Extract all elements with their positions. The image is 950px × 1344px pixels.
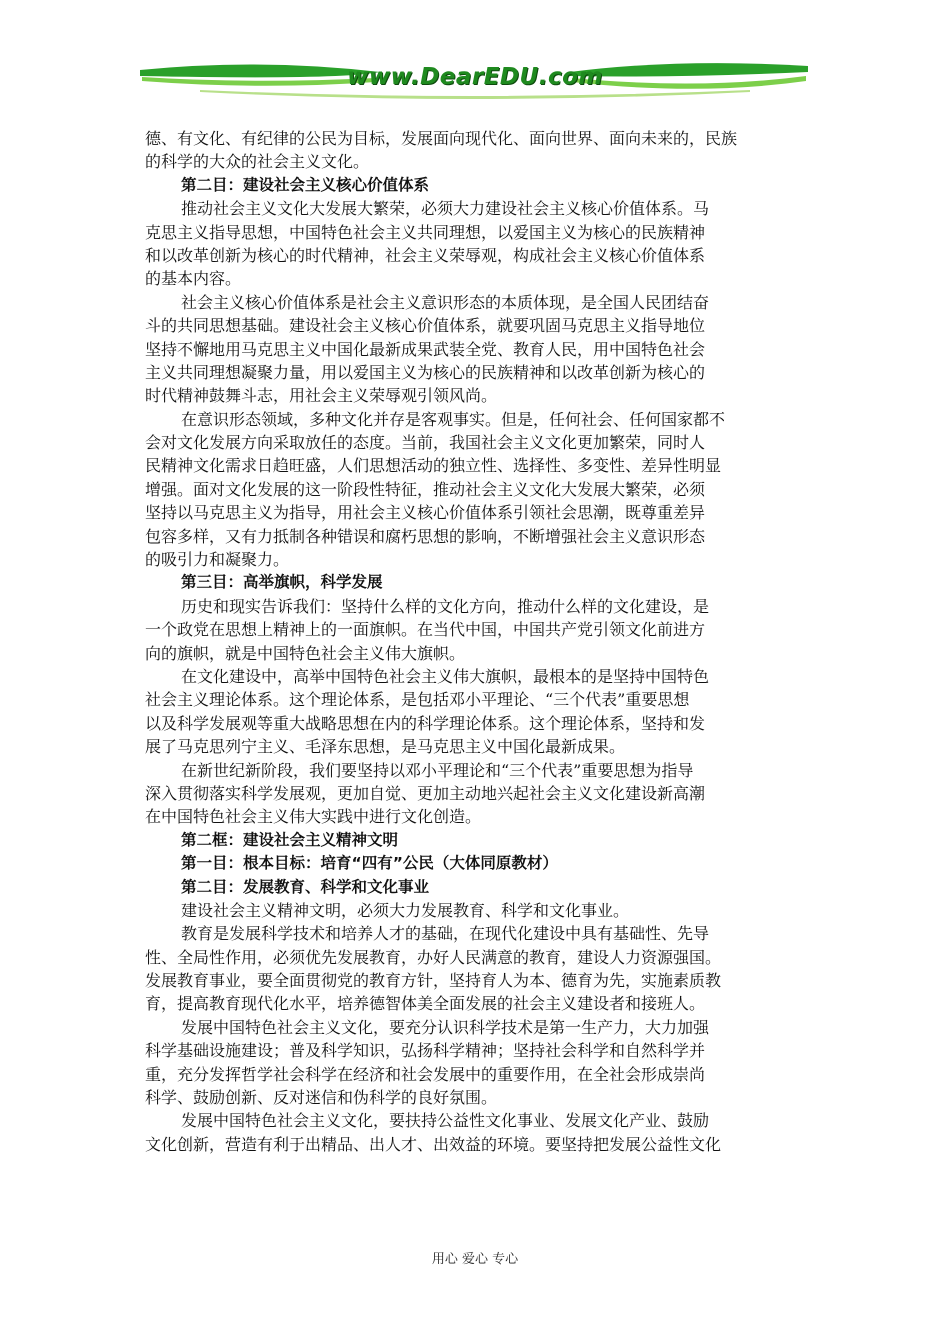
text-line: 展了马克思列宁主义、毛泽东思想，是马克思主义中国化最新成果。 (145, 737, 626, 757)
text-line: 一个政党在思想上精神上的一面旗帜。在当代中国，中国共产党引领文化前进方 (145, 620, 706, 640)
text-line: 增强。面对文化发展的这一阶段性特征，推动社会主义文化大发展大繁荣，必须 (145, 479, 706, 499)
text-line: 发展教育事业，要全面贯彻党的教育方针，坚持育人为本、德育为先，实施素质教 (145, 971, 722, 991)
text-line: 建设社会主义精神文明，必须大力发展教育、科学和文化事业。 (181, 900, 630, 920)
text-line: 主义共同理想凝聚力量，用以爱国主义为核心的民族精神和以改革创新为核心的 (145, 362, 706, 382)
text-line: 克思主义指导思想，中国特色社会主义共同理想，以爱国主义为核心的民族精神 (145, 222, 706, 242)
text-line: 性、全局性作用，必须优先发展教育，办好人民满意的教育，建设人力资源强国。 (145, 947, 722, 967)
text-line: 斗的共同思想基础。建设社会主义核心价值体系，就要巩固马克思主义指导地位 (145, 316, 706, 336)
text-line: 的基本内容。 (145, 269, 242, 289)
section-heading: 第二目：发展教育、科学和文化事业 (181, 877, 430, 896)
text-line: 历史和现实告诉我们：坚持什么样的文化方向，推动什么样的文化建设，是 (181, 596, 710, 616)
text-line: 以及科学发展观等重大战略思想在内的科学理论体系。这个理论体系，坚持和发 (145, 713, 706, 733)
text-line: 德、有文化、有纪律的公民为目标，发展面向现代化、面向世界、面向未来的，民族 (145, 129, 738, 148)
section-heading: 第二框：建设社会主义精神文明 (181, 830, 399, 849)
text-line: 教育是发展科学技术和培养人才的基础，在现代化建设中具有基础性、先导 (181, 924, 710, 944)
text-line: 民精神文化需求日趋旺盛，人们思想活动的独立性、选择性、多变性、差异性明显 (145, 456, 722, 476)
text-line: 和以改革创新为核心的时代精神，社会主义荣辱观，构成社会主义核心价值体系 (145, 245, 706, 265)
text-line: 推动社会主义文化大发展大繁荣，必须大力建设社会主义核心价值体系。马 (181, 199, 710, 219)
text-line: 深入贯彻落实科学发展观，更加自觉、更加主动地兴起社会主义文化建设新高潮 (145, 783, 706, 803)
text-line: 育，提高教育现代化水平，培养德智体美全面发展的社会主义建设者和接班人。 (145, 994, 706, 1014)
text-line: 坚持不懈地用马克思主义中国化最新成果武装全党、教育人民，用中国特色社会 (145, 339, 706, 359)
text-line: 文化创新，营造有利于出精品、出人才、出效益的环境。要坚持把发展公益性文化 (145, 1134, 722, 1154)
text-line: 科学基础设施建设；普及科学知识，弘扬科学精神；坚持社会科学和自然科学并 (145, 1041, 706, 1061)
text-line: 社会主义理论体系。这个理论体系，是包括邓小平理论、“三个代表”重要思想 (145, 690, 690, 710)
text-line: 发展中国特色社会主义文化，要扶持公益性文化事业、发展文化产业、鼓励 (181, 1111, 710, 1131)
text-line: 在新世纪新阶段，我们要坚持以邓小平理论和“三个代表”重要思想为指导 (181, 760, 694, 780)
text-line: 坚持以马克思主义为指导，用社会主义核心价值体系引领社会思潮，既尊重差异 (145, 503, 706, 523)
text-line: 在意识形态领域，多种文化并存是客观事实。但是，任何社会、任何国家都不 (181, 409, 726, 429)
text-line: 向的旗帜，就是中国特色社会主义伟大旗帜。 (145, 643, 466, 663)
text-line: 的科学的大众的社会主义文化。 (145, 152, 370, 172)
text-line: 科学、鼓励创新、反对迷信和伪科学的良好氛围。 (145, 1088, 498, 1108)
text-line: 发展中国特色社会主义文化，要充分认识科学技术是第一生产力，大力加强 (181, 1017, 710, 1037)
document-body (145, 127, 810, 1156)
text-line: 包容多样，又有力抵制各种错误和腐朽思想的影响，不断增强社会主义意识形态 (145, 526, 706, 546)
text-line: 会对文化发展方向采取放任的态度。当前，我国社会主义文化更加繁荣，同时人 (145, 433, 706, 453)
page-header (140, 50, 810, 110)
text-line: 在文化建设中，高举中国特色社会主义伟大旗帜，最根本的是坚持中国特色 (181, 666, 710, 686)
section-heading: 第一目：根本目标：培育“四有”公民（大体同原教材） (181, 854, 558, 873)
section-heading: 第二目：建设社会主义核心价值体系 (181, 175, 430, 194)
page-footer: 用心 爱心 专心 (431, 1252, 519, 1267)
site-url: www.DearEDU.com (347, 64, 603, 90)
text-line: 在中国特色社会主义伟大实践中进行文化创造。 (145, 807, 482, 827)
text-line: 重，充分发挥哲学社会科学在经济和社会发展中的重要作用，在全社会形成崇尚 (145, 1064, 706, 1084)
text-line: 的吸引力和凝聚力。 (145, 550, 290, 570)
text-line: 时代精神鼓舞斗志，用社会主义荣辱观引领风尚。 (145, 386, 498, 406)
text-line: 社会主义核心价值体系是社会主义意识形态的本质体现，是全国人民团结奋 (181, 292, 710, 312)
section-heading: 第三目：高举旗帜，科学发展 (181, 573, 383, 592)
